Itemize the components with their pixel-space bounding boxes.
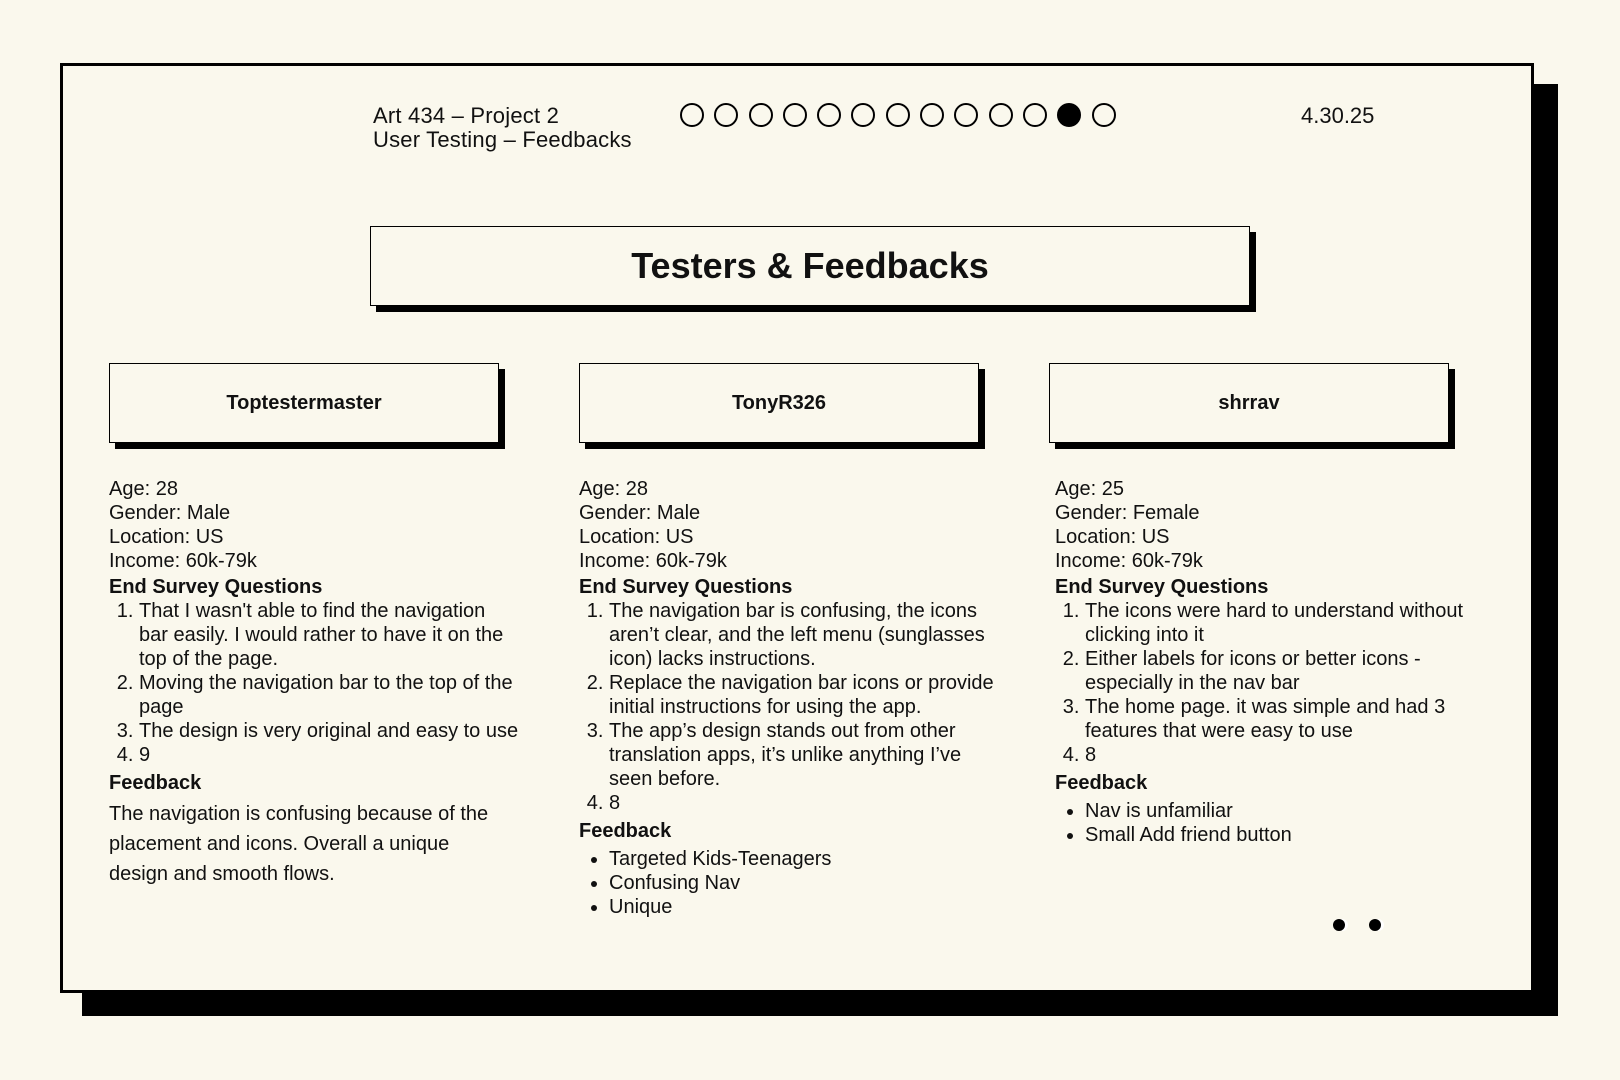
survey-answer: 1. The icons were hard to understand without clicking into it [1085,599,1475,647]
tester-column-2 [579,363,999,919]
tester-income: Income: 60k-79k [1055,550,1203,572]
tester-age: Age: 28 [579,478,648,500]
feedback-list [1055,799,1469,847]
progress-dot [749,103,773,127]
title-banner [370,226,1228,310]
tester-info [109,477,519,573]
progress-dots [680,103,1116,127]
tester-details [1049,575,1469,847]
survey-answers [109,599,519,767]
slide-card [60,63,1534,993]
progress-dot [989,103,1013,127]
survey-answer: 2. Moving the navigation bar to the top of the page [139,671,519,719]
survey-heading: End Survey Questions [109,576,323,598]
tester-gender: Gender: Female [1055,502,1200,524]
feedback-heading: Feedback [109,772,202,794]
survey-answers [1055,599,1475,767]
tester-age: Age: 25 [1055,478,1124,500]
tester-name: shrrav [1049,363,1449,443]
survey-answer: 3. The home page. it was simple and had 3 features that were easy to use [1085,695,1475,743]
tester-name: TonyR326 [579,363,979,443]
tester-gender: Gender: Male [579,502,701,524]
survey-answer: 4. 8 [1085,743,1475,767]
course-heading [373,104,632,152]
survey-answer: 4. 8 [609,791,1009,815]
tester-info [579,477,999,573]
tester-location: Location: US [1055,526,1170,548]
pager-dot [1333,919,1345,931]
tester-location: Location: US [109,526,224,548]
survey-answer: 3. The app’s design stands out from other translation apps, it’s unlike anything I’ve seen before. [609,719,1009,791]
pager-dots [1333,919,1381,931]
date-label: 4.30.25 [1301,103,1375,128]
survey-answer: 2. Either labels for icons or better icons - especially in the nav bar [1085,647,1475,695]
tester-column-1 [109,363,519,889]
progress-dot [954,103,978,127]
tester-name-banner [1049,363,1469,449]
feedback-list [579,847,999,919]
progress-dot [886,103,910,127]
survey-heading: End Survey Questions [579,576,793,598]
feedback-text: The navigation is confusing because of the placement and icons. Overall a unique design and smooth flows. [109,803,489,885]
tester-column-3 [1049,363,1469,847]
survey-answer: 3. The design is very original and easy to use [139,719,519,743]
survey-answers [579,599,1009,815]
tester-info [1049,477,1469,573]
progress-dot [714,103,738,127]
feedback-point: • Confusing Nav [609,871,999,895]
feedback-heading: Feedback [579,820,672,842]
tester-name-banner [109,363,519,449]
survey-answer: 2. Replace the navigation bar icons or provide initial instructions for using the app. [609,671,1009,719]
tester-income: Income: 60k-79k [109,550,257,572]
feedback-heading: Feedback [1055,772,1148,794]
feedback-point: • Small Add friend button [1085,823,1469,847]
tester-age: Age: 28 [109,478,178,500]
survey-answer: 1. That I wasn't able to find the navigation bar easily. I would rather to have it on the top of the page. [139,599,519,671]
progress-dot [851,103,875,127]
course-title: Art 434 – Project 2 [373,103,560,128]
progress-dot [680,103,704,127]
progress-dot [920,103,944,127]
tester-income: Income: 60k-79k [579,550,727,572]
progress-dot-current [1057,103,1081,127]
feedback-point: • Unique [609,895,999,919]
survey-answer: 1. The navigation bar is confusing, the icons aren’t clear, and the left menu (sunglasses icon) lacks instructions. [609,599,1009,671]
progress-dot [783,103,807,127]
survey-answer: 4. 9 [139,743,519,767]
tester-name-banner [579,363,999,449]
progress-dot [817,103,841,127]
survey-heading: End Survey Questions [1055,576,1269,598]
feedback-point: • Targeted Kids-Teenagers [609,847,999,871]
page-title: Testers & Feedbacks [370,226,1250,306]
progress-dot [1023,103,1047,127]
tester-gender: Gender: Male [109,502,231,524]
progress-dot [1092,103,1116,127]
tester-location: Location: US [579,526,694,548]
pager-dot [1369,919,1381,931]
course-subtitle: User Testing – Feedbacks [373,127,632,152]
feedback-point: • Nav is unfamiliar [1085,799,1469,823]
tester-name: Toptestermaster [109,363,499,443]
